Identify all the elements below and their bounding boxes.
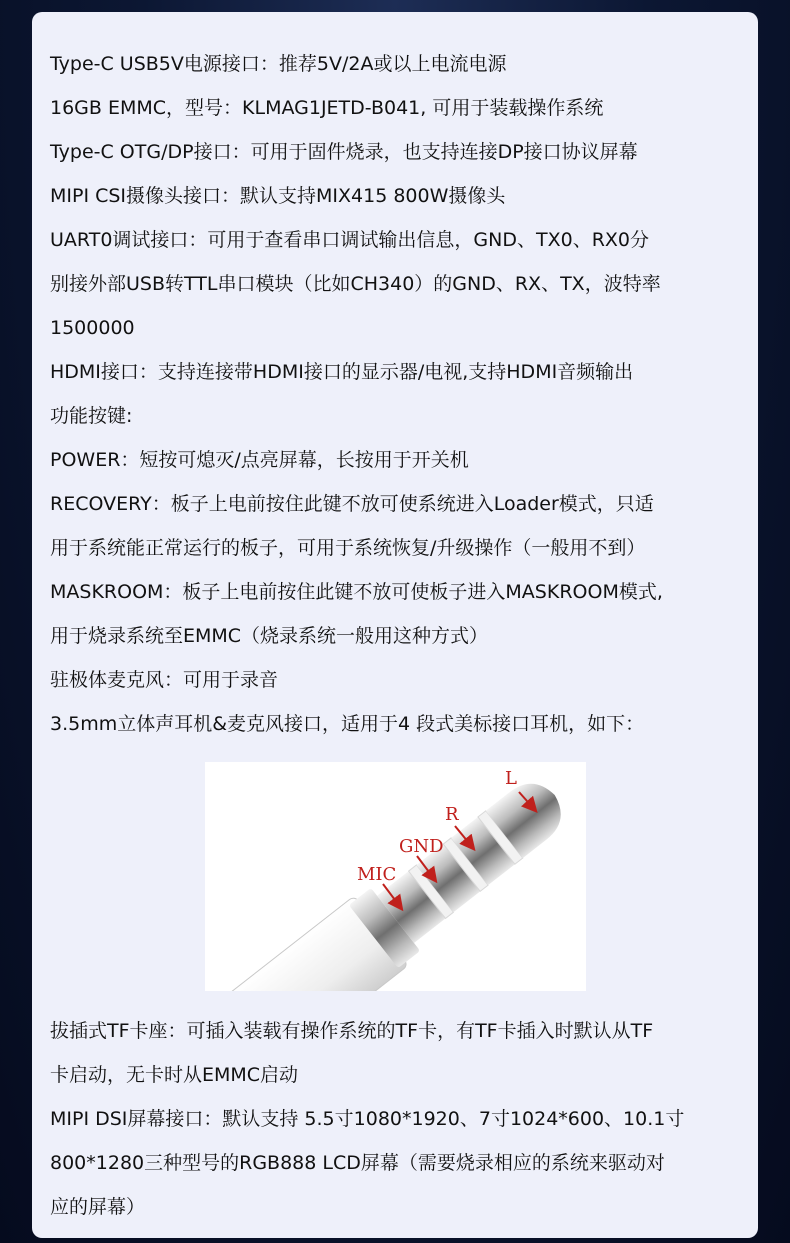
spec-line: MIPI CSI摄像头接口：默认支持MIX415 800W摄像头: [50, 185, 506, 207]
spec-line: Type-C OTG/DP接口：可用于固件烧录，也支持连接DP接口协议屏幕: [50, 141, 638, 163]
spec-line: 卡启动，无卡时从EMMC启动: [50, 1064, 299, 1086]
spec-line: MIPI DSI屏幕接口：默认支持 5.5寸1080*1920、7寸1024*600、10.1寸: [50, 1108, 685, 1130]
spec-line: 800*1280三种型号的RGB888 LCD屏幕（需要烧录相应的系统来驱动对: [50, 1152, 665, 1174]
spec-line: 用于系统能正常运行的板子，可用于系统恢复/升级操作（一般用不到）: [50, 537, 646, 559]
headphone-jack-illustration: [205, 762, 586, 991]
jack-label-mic: MIC: [357, 864, 397, 885]
jack-label-r: R: [445, 804, 459, 825]
spec-line: 16GB EMMC，型号：KLMAG1JETD-B041, 可用于装载操作系统: [50, 97, 604, 119]
spec-text-bottom: [50, 1009, 740, 1229]
headphone-jack-figure: [205, 762, 586, 991]
spec-line: 3.5mm立体声耳机&麦克风接口，适用于4 段式美标接口耳机，如下：: [50, 713, 645, 735]
spec-line: 拔插式TF卡座：可插入装载有操作系统的TF卡，有TF卡插入时默认从TF: [50, 1020, 654, 1042]
spec-line: 功能按键:: [50, 405, 133, 427]
spec-line: MASKROOM：板子上电前按住此键不放可使板子进入MASKROOM模式,: [50, 581, 663, 603]
spec-card: [32, 12, 758, 1238]
spec-line: 应的屏幕）: [50, 1196, 146, 1218]
spec-line: 用于烧录系统至EMMC（烧录系统一般用这种方式）: [50, 625, 489, 647]
spec-line: POWER：短按可熄灭/点亮屏幕，长按用于开关机: [50, 449, 469, 471]
spec-line: HDMI接口：支持连接带HDMI接口的显示器/电视,支持HDMI音频输出: [50, 361, 634, 383]
spec-line: 1500000: [50, 317, 135, 339]
jack-label-gnd: GND: [399, 836, 444, 857]
jack-label-l: L: [505, 768, 517, 789]
spec-line: 驻极体麦克风：可用于录音: [50, 669, 279, 691]
spec-line: UART0调试接口：可用于查看串口调试输出信息，GND、TX0、RX0分: [50, 229, 650, 251]
spec-line: 别接外部USB转TTL串口模块（比如CH340）的GND、RX、TX，波特率: [50, 273, 661, 295]
spec-line: Type-C USB5V电源接口：推荐5V/2A或以上电流电源: [50, 53, 507, 75]
spec-line: RECOVERY：板子上电前按住此键不放可使系统进入Loader模式，只适: [50, 493, 654, 515]
spec-text-top: [50, 42, 740, 746]
